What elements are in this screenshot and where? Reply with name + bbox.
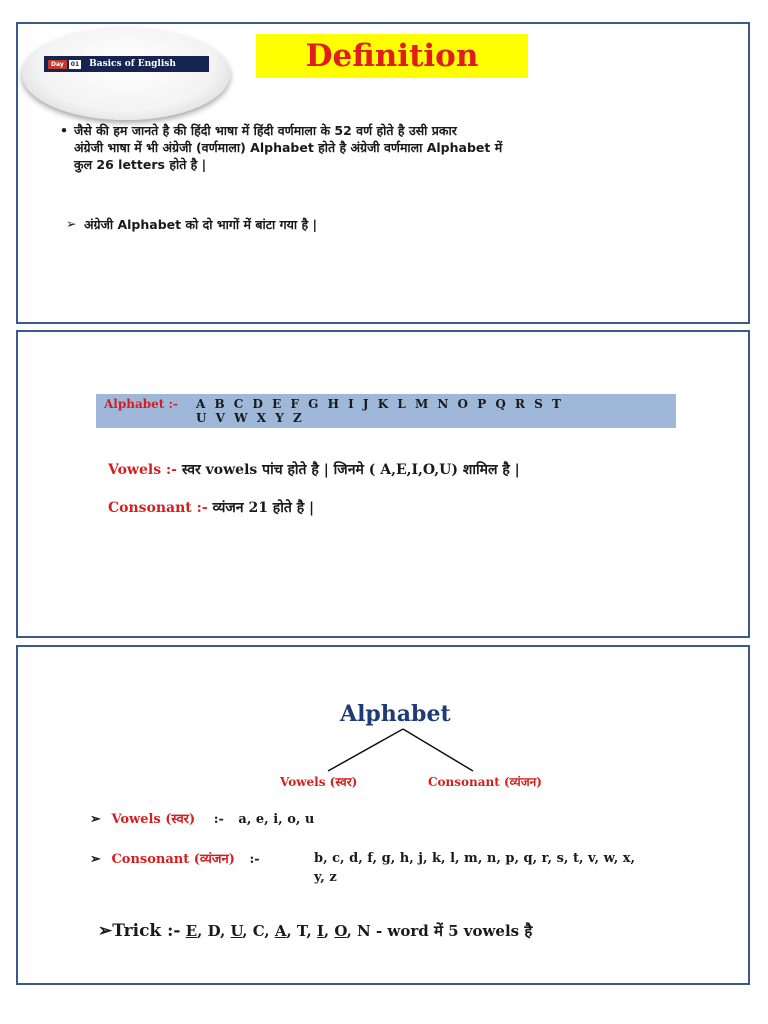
slide-definition [16, 22, 750, 324]
bullet-line-2: अंग्रेजी भाषा में भी अंग्रेजी (वर्णमाला) Alphabet होते है अंग्रेजी वर्णमाला Alphabet में [74, 140, 503, 155]
division-text: अंग्रेजी Alphabet को दो भागों में बांटा गया है | [84, 217, 318, 232]
day-tag: Day [48, 60, 67, 69]
consonant-text: व्यंजन 21 होते है | [212, 500, 315, 516]
slide-title: Definition [256, 34, 528, 78]
trick-letters: E, D, U, C, A, T, I, O, N [185, 922, 371, 940]
bullet-line-1: जैसे की हम जानते है की हिंदी भाषा में हिंदी वर्णमाला के 52 वर्ण होते है उसी प्रकार [74, 123, 457, 138]
branch-vowels: Vowels (स्वर) [280, 775, 358, 789]
consonant-line [108, 498, 314, 517]
trick-letter: E [185, 922, 198, 940]
alphabet-letters-line-2: U V W X Y Z [196, 411, 303, 425]
trick-tail: - word में 5 vowels है [375, 922, 533, 940]
vowels-text: स्वर vowels पांच होते है | जिनमे ( A,E,I,O,U) शामिल है | [181, 462, 520, 478]
alphabet-letters-line-1: A B C D E F G H I J K L M N O P Q R S T [196, 397, 562, 411]
course-badge-bar [44, 56, 209, 72]
consonant-row-label: Consonant (व्यंजन) [111, 852, 235, 867]
trick-line [98, 921, 532, 941]
course-title: Basics of English [89, 59, 176, 69]
branch-left-line [328, 729, 403, 771]
definition-bullet [60, 122, 674, 173]
trick-letter: N [357, 922, 371, 940]
consonant-row-values [314, 849, 714, 887]
slide-alphabet-tree [16, 645, 750, 985]
vowels-line [108, 460, 520, 479]
vowels-row [90, 809, 314, 827]
slide-alphabet-list [16, 330, 750, 638]
bullet-dot: • [60, 123, 68, 138]
division-point [66, 216, 318, 233]
consonant-values-line-2: y, z [314, 870, 337, 885]
tree-title: Alphabet [340, 701, 451, 727]
alphabet-label: Alphabet :- [104, 397, 178, 411]
arrow-bullet-icon: ➢ [90, 812, 101, 827]
trick-letter: C [252, 922, 265, 940]
bullet-line-3: कुल 26 letters होते है | [74, 157, 207, 172]
branch-consonant: Consonant (व्यंजन) [428, 775, 542, 789]
trick-label: ➢Trick :- [98, 921, 181, 941]
alphabet-box [96, 394, 676, 428]
consonant-row [90, 849, 260, 867]
tree-branches [268, 727, 528, 777]
trick-letter: D [207, 922, 221, 940]
day-number: 01 [70, 60, 80, 68]
trick-letter: T [296, 922, 307, 940]
vowels-row-value: a, e, i, o, u [238, 812, 315, 827]
vowels-row-label: Vowels (स्वर) [111, 812, 196, 827]
consonant-row-sep: :- [249, 852, 260, 867]
branch-right-line [403, 729, 473, 771]
vowels-row-sep: :- [213, 812, 224, 827]
trick-letter: O [334, 922, 347, 940]
course-badge [22, 28, 230, 120]
consonant-values-line-1: b, c, d, f, g, h, j, k, l, m, n, p, q, r, s, t, v, w, x, [314, 851, 636, 866]
arrow-bullet-icon: ➢ [66, 216, 77, 231]
trick-letter: I [316, 922, 324, 940]
arrow-bullet-icon: ➢ [90, 852, 101, 867]
consonant-label: Consonant :- [108, 500, 208, 516]
trick-letter: U [230, 922, 243, 940]
trick-letter: A [274, 922, 287, 940]
vowels-label: Vowels :- [108, 462, 177, 478]
